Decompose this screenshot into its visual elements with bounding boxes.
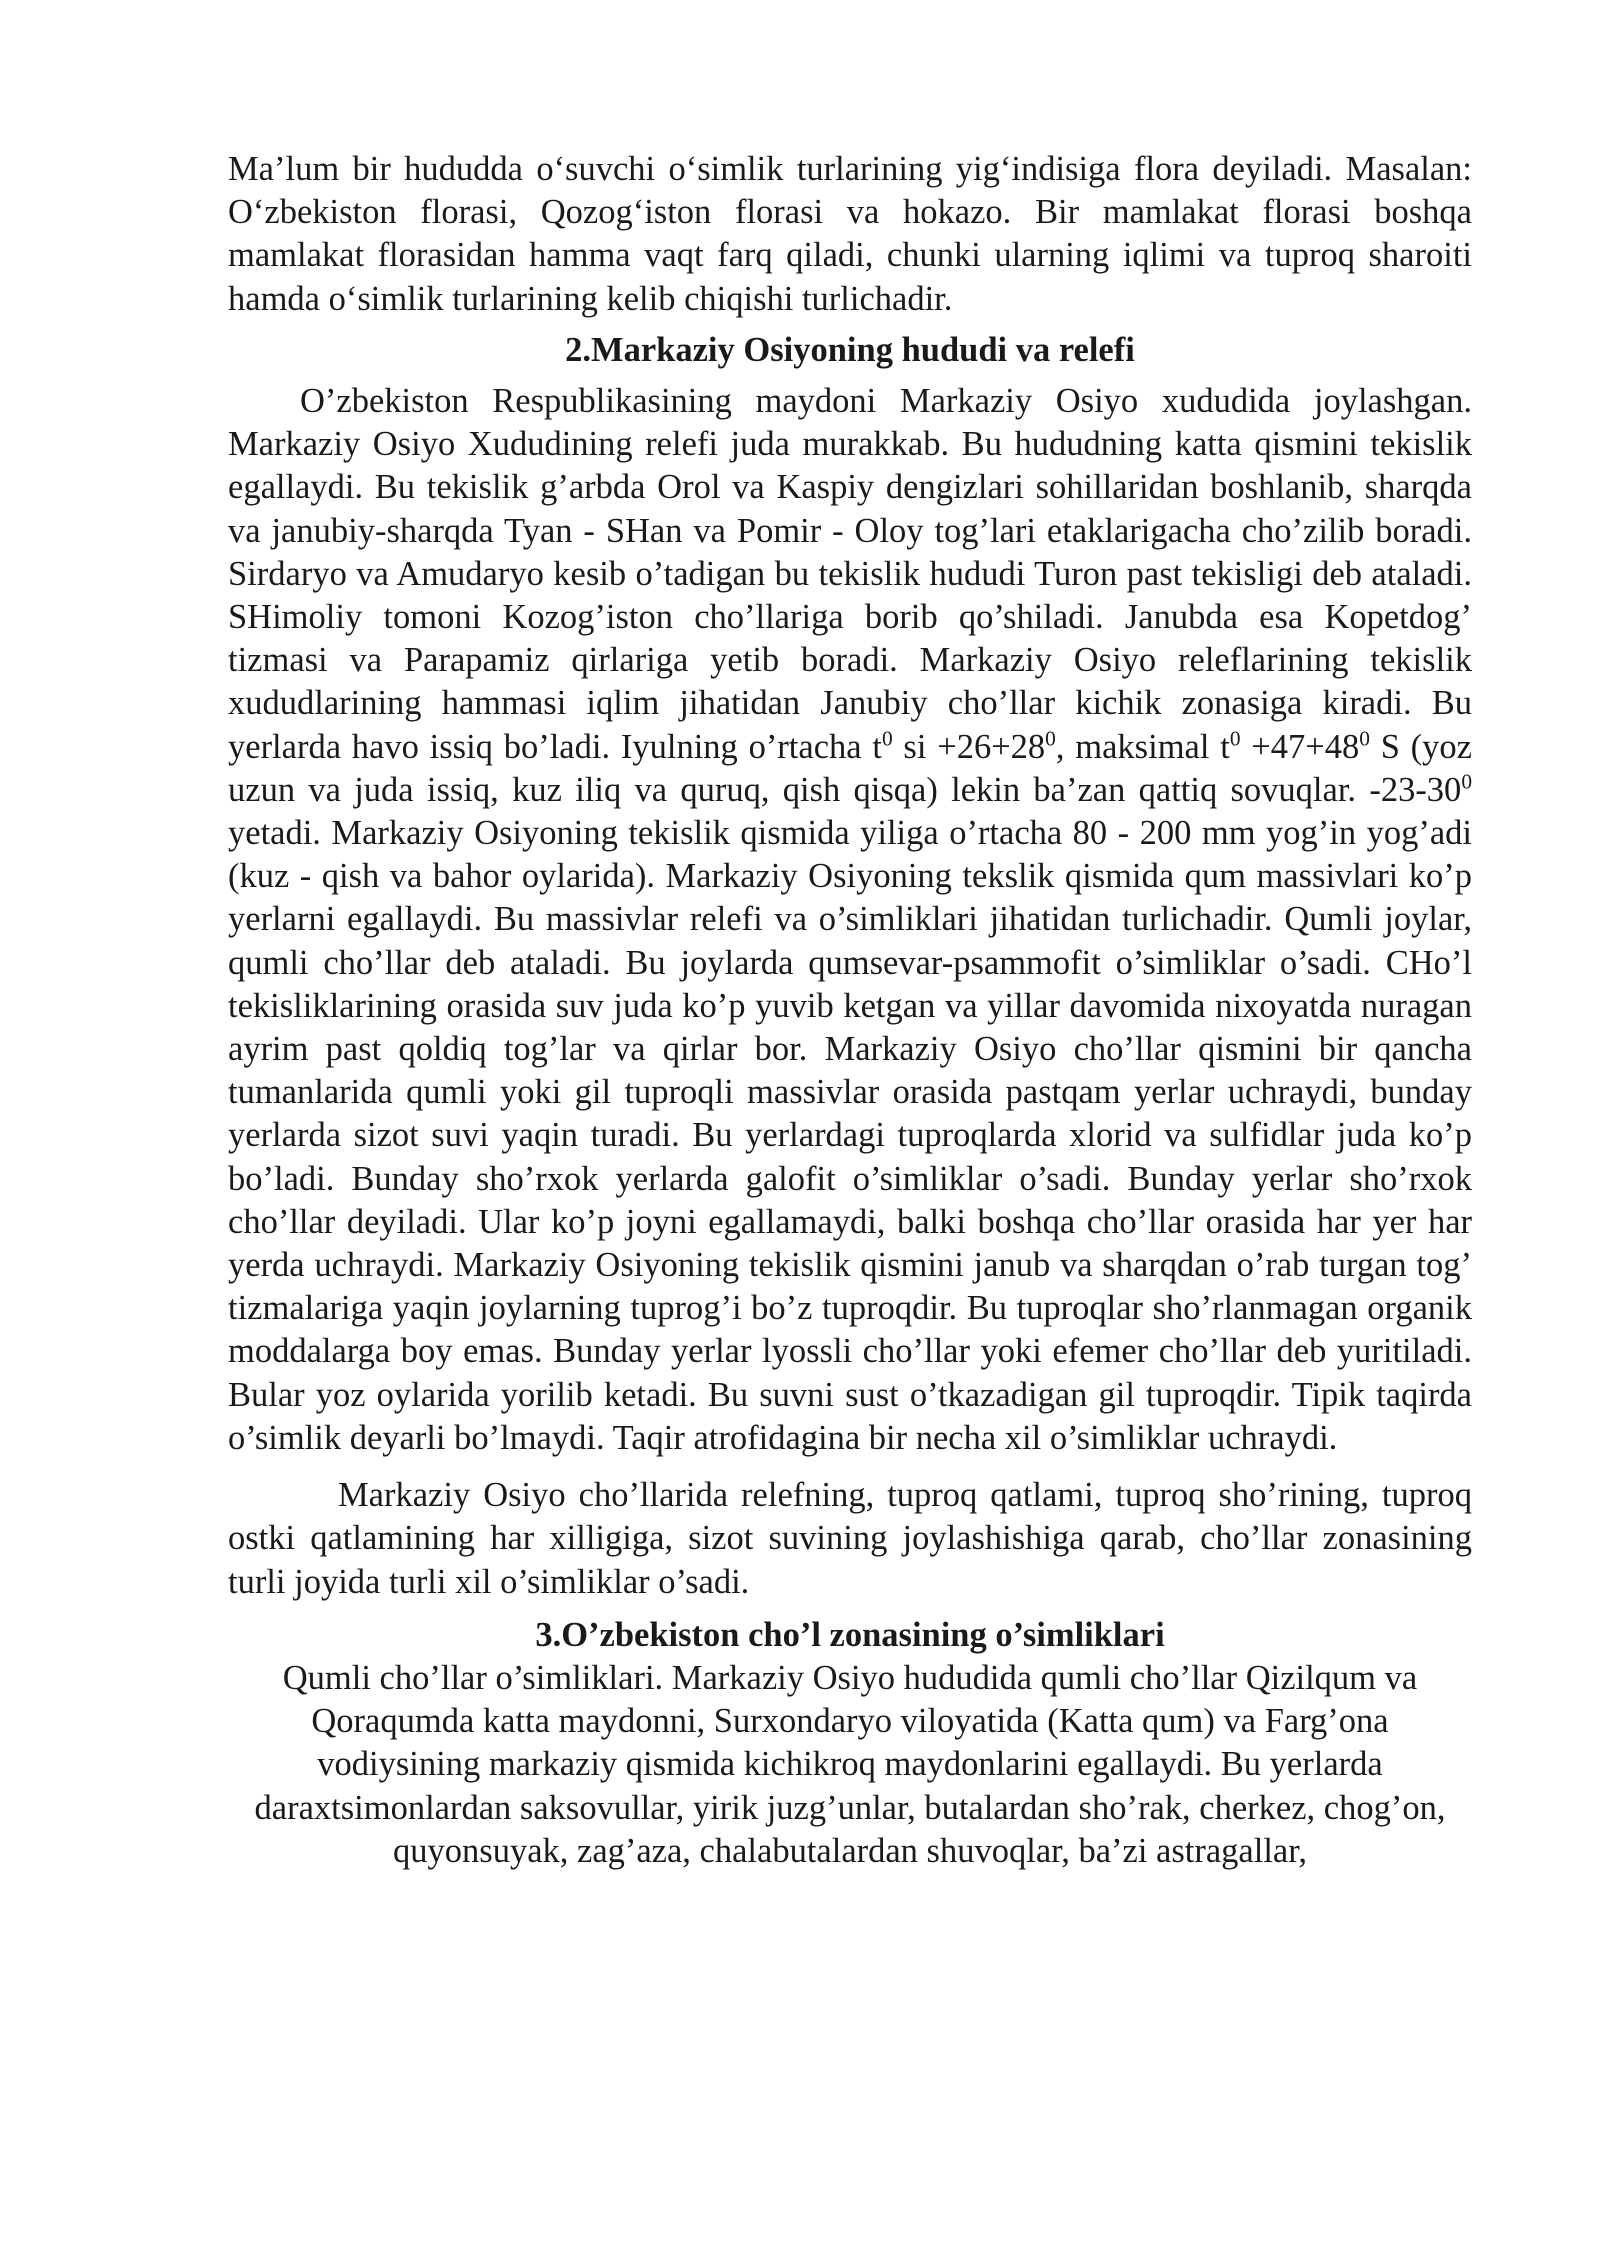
degree-superscript-4: 0 — [1359, 726, 1370, 751]
relief-text-part-f: yetadi. Markaziy Osiyoning tekislik qismida yiliga o’rtacha 80 - 200 mm yog’in yog’adi (kuz - qish va bahor oylarida). Markaziy Osiyoning tekslik qismida qum massivlari ko’p yerlarni egallaydi. Bu massivlar relefi va o’simliklari jihatidan turlichadir. Qumli joylar, qumli cho’llar deb ataladi. Bu joylarda qumsevar-psammofit o’simliklar o’sadi. CHo’l tekisliklarining orasida suv juda ko’p yuvib ketgan va yillar davomida nixoyatda nuragan ayrim past qoldiq tog’lar va qirlar bor. Markaziy Osiyo cho’llar qismini bir qancha tumanlarida qumli yoki gil tuproqli massivlar orasida pastqam yerlar uchraydi, bunday yerlarda sizot suvi yaqin turadi. Bu yerlardagi tuproqlarda xlorid va sulfidlar juda ko’p bo’ladi. Bunday sho’rxok yerlarda galofit o’simliklar o’sadi. Bunday yerlar sho’rxok cho’llar deyiladi. Ular ko’p joyni egallamaydi, balki boshqa cho’llar orasida har yer har yerda uchraydi. Markaziy Osiyoning tekislik qismini janub va sharqdan o’rab turgan tog’ tizmalariga yaqin joylarning tuprog’i bo’z tuproqdir. Bu tuproqlar sho’rlanmagan organik moddalarga boy emas. Bunday yerlar lyossli cho’llar yoki efemer cho’llar deb yuritiladi. Bular yoz oylarida yorilib ketadi. Bu suvni sust o’tkazadigan gil tuproqdir. Tipik taqirda o’simlik deyarli bo’lmaydi. Taqir atrofidagina bir necha xil o’simliklar uchraydi. — [228, 814, 1472, 1457]
section-heading-3: 3.O’zbekiston cho’l zonasining o’simliklari — [535, 1615, 1165, 1654]
paragraph-desert-vegetation-variety: Markaziy Osiyo cho’llarida relefning, tuproq qatlami, tuproq sho’rining, tuproq ostki qatlamining har xilligiga, sizot suvining joylashishiga qarab, cho’llar zonasining turli joyida turli xil o’simliklar o’sadi. — [228, 1476, 1472, 1601]
relief-text-part-b: si +26+28 — [892, 727, 1046, 766]
relief-text-part-d: +47+48 — [1240, 727, 1360, 766]
relief-text-part-a: O’zbekiston Respublikasining maydoni Markaziy Osiyo xududida joylashgan. Markaziy Osiyo Xududining relefi juda murakkab. Bu hududning katta qismini tekislik egallaydi. Bu tekislik g’arbda Orol va Kaspiy dengizlari sohillaridan boshlanib, sharqda va janubiy-sharqda Tyan - SHan va Pomir - Oloy tog’lari etaklarigacha cho’zilib boradi. Sirdaryo va Amudaryo kesib o’tadigan bu tekislik hududi Turon past tekisligi deb ataladi. SHimoliy tomoni Kozog’iston cho’llariga borib qo’shiladi. Janubda esa Kopetdog’ tizmasi va Parapamiz qirlariga yetib boradi. Markaziy Osiyo releflarining tekislik xududlarining hammasi iqlim jihatidan Janubiy cho’llar kichik zonasiga kiradi. Bu yerlarda havo issiq bo’ladi. Iyulning o’rtacha t — [228, 382, 1472, 766]
degree-superscript-1: 0 — [881, 726, 893, 751]
degree-superscript-5: 0 — [1461, 769, 1472, 794]
relief-text-part-e: S (yoz uzun va juda issiq, kuz iliq va quruq, qish qisqa) lekin ba’zan qattiq sovuqlar. -23-30 — [228, 727, 1472, 809]
degree-superscript-2: 0 — [1045, 726, 1056, 751]
section-heading-2: 2.Markaziy Osiyoning hududi va relefi — [565, 330, 1135, 369]
paragraph-sandy-desert-plants: Qumli cho’llar o’simliklari. Markaziy Osiyo hududida qumli cho’llar Qizilqum va Qoraqumda katta maydonni, Surxondaryo viloyatida (Katta qum) va Farg’ona vodiysining markaziy qismida kichikroq maydonlarini egallaydi. Bu yerlarda daraxtsimonlardan saksovullar, yirik juzg’unlar, butalardan sho’rak, cherkez, chog’on, quyonsuyak, zag’aza, chalabutalardan shuvoqlar, ba’zi astragallar, — [254, 1658, 1446, 1870]
paragraph-flora-definition: Ma’lum bir hududda o‘suvchi o‘simlik turlarining yig‘indisiga flora deyiladi. Masalan: O‘zbekiston florasi, Qozog‘iston florasi va hokazo. Bir mamlakat florasi boshqa mamlakat florasidan hamma vaqt farq qiladi, chunki ularning iqlimi va tuproq sharoiti hamda o‘simlik turlarining kelib chiqishi turlichadir. — [228, 150, 1472, 318]
relief-text-part-c: , maksimal t — [1055, 727, 1230, 766]
document-page — [228, 148, 1472, 1873]
degree-superscript-3: 0 — [1229, 726, 1241, 751]
paragraph-central-asia-relief — [228, 380, 1472, 1460]
